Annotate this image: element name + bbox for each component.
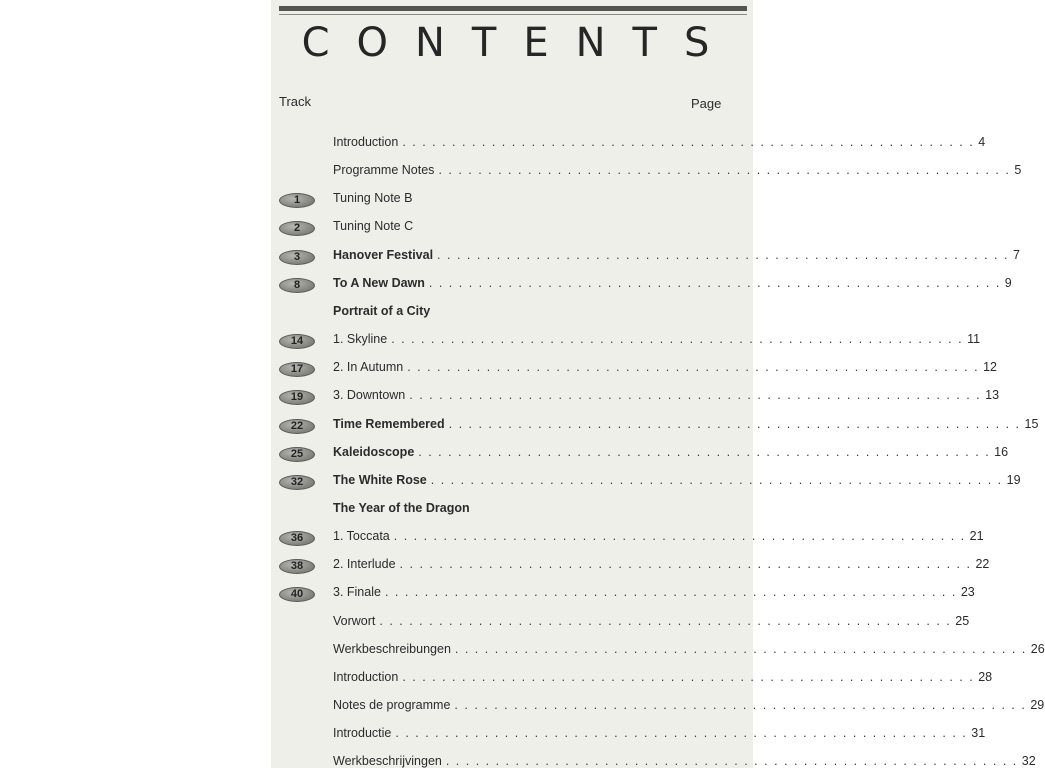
contents-entry bbox=[271, 585, 975, 605]
entry-title: Notes de programme bbox=[333, 698, 451, 712]
contents-entry bbox=[271, 163, 1022, 183]
page-number: 21 bbox=[969, 529, 984, 544]
entry-line bbox=[333, 641, 1045, 662]
entry-title: The Year of the Dragon bbox=[333, 500, 470, 515]
track-number-badge: 1 bbox=[279, 193, 315, 208]
entry-title: 1. Skyline bbox=[333, 332, 388, 347]
entry-title: 2. Interlude bbox=[333, 557, 396, 572]
entry-line bbox=[333, 726, 986, 746]
entry-title: To A New Dawn bbox=[333, 275, 425, 290]
contents-entry bbox=[271, 529, 984, 549]
contents-entry bbox=[271, 641, 1045, 662]
page-number: 19 bbox=[1006, 472, 1021, 487]
track-number-badge: 3 bbox=[279, 250, 315, 265]
top-rule bbox=[279, 6, 747, 11]
entry-line bbox=[333, 754, 1036, 774]
contents-entry bbox=[271, 360, 997, 380]
entry-line bbox=[333, 698, 1045, 718]
dot-leader: . . . . . . . . . . . . . . . . . . . . . . . . . . . . . . . . . . . . . . . . . . . . . . . . . . . . . . . . . . bbox=[402, 669, 975, 684]
page-number: 11 bbox=[967, 332, 981, 347]
dot-leader: . . . . . . . . . . . . . . . . . . . . . . . . . . . . . . . . . . . . . . . . . . . . . . . . . . . . . . . . . . bbox=[402, 135, 975, 149]
page-column-header: Page bbox=[691, 96, 722, 111]
page-number: 4 bbox=[978, 135, 986, 149]
page-number: 31 bbox=[971, 726, 986, 741]
page-number: 25 bbox=[955, 613, 970, 628]
page-number: 9 bbox=[1004, 275, 1012, 290]
entry-line bbox=[333, 472, 1021, 493]
top-rule-thin bbox=[279, 14, 747, 15]
track-number-badge: 14 bbox=[279, 334, 315, 349]
contents-page bbox=[271, 0, 1045, 769]
dot-leader: . . . . . . . . . . . . . . . . . . . . . . . . . . . . . . . . . . . . . . . . . . . . . . . . . . . . . . . . . . bbox=[448, 416, 1021, 431]
entry-title: Tuning Note B bbox=[333, 191, 413, 206]
page-number: 15 bbox=[1024, 416, 1039, 431]
dot-leader: . . . . . . . . . . . . . . . . . . . . . . . . . . . . . . . . . . . . . . . . . . . . . . . . . . . . . . . . . . bbox=[409, 388, 982, 403]
entry-title: Tuning Note C bbox=[333, 219, 414, 234]
entry-title: 2. In Autumn bbox=[333, 360, 404, 375]
entry-line bbox=[333, 247, 1020, 268]
contents-entry bbox=[271, 557, 990, 577]
entry-title: Kaleidoscope bbox=[333, 444, 415, 459]
track-number-badge: 40 bbox=[279, 587, 315, 602]
entry-line bbox=[333, 557, 990, 577]
entry-title: Programme Notes bbox=[333, 163, 435, 178]
page-number: 28 bbox=[978, 669, 993, 684]
entry-line bbox=[333, 416, 1039, 437]
entry-title: Time Remembered bbox=[333, 416, 445, 431]
entry-line bbox=[333, 219, 719, 239]
entry-title: Portrait of a City bbox=[333, 303, 431, 318]
page-number: 26 bbox=[1030, 641, 1045, 656]
entry-title: Introduction bbox=[333, 135, 399, 149]
page-number: 7 bbox=[1012, 247, 1020, 262]
track-number-badge: 8 bbox=[279, 278, 315, 293]
contents-entry bbox=[271, 613, 970, 634]
entry-line bbox=[333, 163, 1022, 183]
dot-leader: . . . . . . . . . . . . . . . . . . . . . . . . . . . . . . . . . . . . . . . . . . . . . . . . . . . . . . . . . . bbox=[407, 360, 980, 375]
entry-line bbox=[333, 275, 1012, 296]
track-number-badge: 38 bbox=[279, 559, 315, 574]
page-number: 16 bbox=[994, 444, 1009, 459]
dot-leader: . . . . . . . . . . . . . . . . . . . . . . . . . . . . . . . . . . . . . . . . . . . . . . . . . . . . . . . . . . bbox=[445, 754, 1018, 769]
dot-leader: . . . . . . . . . . . . . . . . . . . . . . . . . . . . . . . . . . . . . . . . . . . . . . . . . . . . . . . . . . bbox=[454, 641, 1027, 656]
track-number-badge: 32 bbox=[279, 475, 315, 490]
entry-title: 3. Downtown bbox=[333, 388, 406, 403]
contents-entry bbox=[271, 388, 1000, 408]
entry-title: Werkbeschreibungen bbox=[333, 641, 451, 656]
page-number: 29 bbox=[1030, 698, 1045, 712]
track-number-badge: 2 bbox=[279, 221, 315, 236]
contents-entry bbox=[271, 726, 986, 746]
contents-entry bbox=[271, 247, 1020, 268]
contents-entry bbox=[271, 698, 1045, 718]
track-column-header: Track bbox=[279, 94, 312, 109]
entry-line bbox=[333, 613, 970, 634]
entry-title: Introduction bbox=[333, 669, 399, 684]
page-number: 22 bbox=[975, 557, 990, 572]
entry-title: Vorwort bbox=[333, 613, 376, 628]
track-number-badge: 25 bbox=[279, 447, 315, 462]
dot-leader: . . . . . . . . . . . . . . . . . . . . . . . . . . . . . . . . . . . . . . . . . . . . . . . . . . . . . . . . . . bbox=[418, 444, 991, 459]
entry-line bbox=[333, 304, 719, 324]
dot-leader: . . . . . . . . . . . . . . . . . . . . . . . . . . . . . . . . . . . . . . . . . . . . . . . . . . . . . . . . . . bbox=[399, 557, 972, 572]
dot-leader: . . . . . . . . . . . . . . . . . . . . . . . . . . . . . . . . . . . . . . . . . . . . . . . . . . . . . . . . . . bbox=[395, 726, 968, 741]
entry-line bbox=[333, 135, 986, 155]
contents-entry bbox=[271, 275, 1012, 296]
contents-entry bbox=[271, 472, 1021, 493]
contents-entry bbox=[271, 754, 1036, 774]
entry-title: 1. Toccata bbox=[333, 529, 390, 544]
dot-leader: . . . . . . . . . . . . . . . . . . . . . . . . . . . . . . . . . . . . . . . . . . . . . . . . . . . . . . . . . . bbox=[379, 613, 952, 628]
entry-line bbox=[333, 444, 1009, 465]
page-number: 13 bbox=[985, 388, 1000, 403]
entry-title: 3. Finale bbox=[333, 585, 381, 600]
contents-entry bbox=[271, 332, 981, 352]
page-number: 23 bbox=[960, 585, 975, 600]
page-title: CONTENTS bbox=[301, 20, 737, 66]
entry-title: Werkbeschrijvingen bbox=[333, 754, 442, 769]
entry-title: Hanover Festival bbox=[333, 247, 434, 262]
dot-leader: . . . . . . . . . . . . . . . . . . . . . . . . . . . . . . . . . . . . . . . . . . . . . . . . . . . . . . . . . . bbox=[391, 332, 964, 347]
entry-line bbox=[333, 388, 1000, 408]
entry-line bbox=[333, 669, 993, 690]
contents-entry bbox=[271, 191, 753, 211]
page-number: 12 bbox=[983, 360, 997, 375]
dot-leader: . . . . . . . . . . . . . . . . . . . . . . . . . . . . . . . . . . . . . . . . . . . . . . . . . . . . . . . . . . bbox=[384, 585, 957, 600]
contents-entry bbox=[271, 416, 1039, 437]
contents-entry bbox=[271, 501, 753, 521]
dot-leader: . . . . . . . . . . . . . . . . . . . . . . . . . . . . . . . . . . . . . . . . . . . . . . . . . . . . . . . . . . bbox=[430, 472, 1003, 487]
entry-line bbox=[333, 501, 719, 521]
track-number-badge: 19 bbox=[279, 390, 315, 405]
contents-entry bbox=[271, 669, 993, 690]
dot-leader: . . . . . . . . . . . . . . . . . . . . . . . . . . . . . . . . . . . . . . . . . . . . . . . . . . . . . . . . . . bbox=[428, 275, 1001, 290]
dot-leader: . . . . . . . . . . . . . . . . . . . . . . . . . . . . . . . . . . . . . . . . . . . . . . . . . . . . . . . . . . bbox=[393, 529, 966, 544]
page-number: 5 bbox=[1014, 163, 1022, 178]
track-number-badge: 17 bbox=[279, 362, 315, 377]
contents-entry bbox=[271, 304, 753, 324]
track-number-badge: 36 bbox=[279, 531, 315, 546]
dot-leader: . . . . . . . . . . . . . . . . . . . . . . . . . . . . . . . . . . . . . . . . . . . . . . . . . . . . . . . . . . bbox=[454, 698, 1027, 712]
contents-entry bbox=[271, 444, 1009, 465]
dot-leader: . . . . . . . . . . . . . . . . . . . . . . . . . . . . . . . . . . . . . . . . . . . . . . . . . . . . . . . . . . bbox=[438, 163, 1011, 178]
entry-title: Introductie bbox=[333, 726, 392, 741]
contents-entry bbox=[271, 219, 753, 239]
track-number-badge: 22 bbox=[279, 419, 315, 434]
entry-line bbox=[333, 585, 975, 605]
entry-line bbox=[333, 360, 997, 380]
entry-line bbox=[333, 529, 984, 549]
page-number: 32 bbox=[1021, 754, 1036, 769]
contents-entry bbox=[271, 135, 986, 155]
entry-title: The White Rose bbox=[333, 472, 427, 487]
dot-leader: . . . . . . . . . . . . . . . . . . . . . . . . . . . . . . . . . . . . . . . . . . . . . . . . . . . . . . . . . . bbox=[437, 247, 1009, 262]
entry-line bbox=[333, 191, 719, 211]
entry-line bbox=[333, 332, 981, 352]
